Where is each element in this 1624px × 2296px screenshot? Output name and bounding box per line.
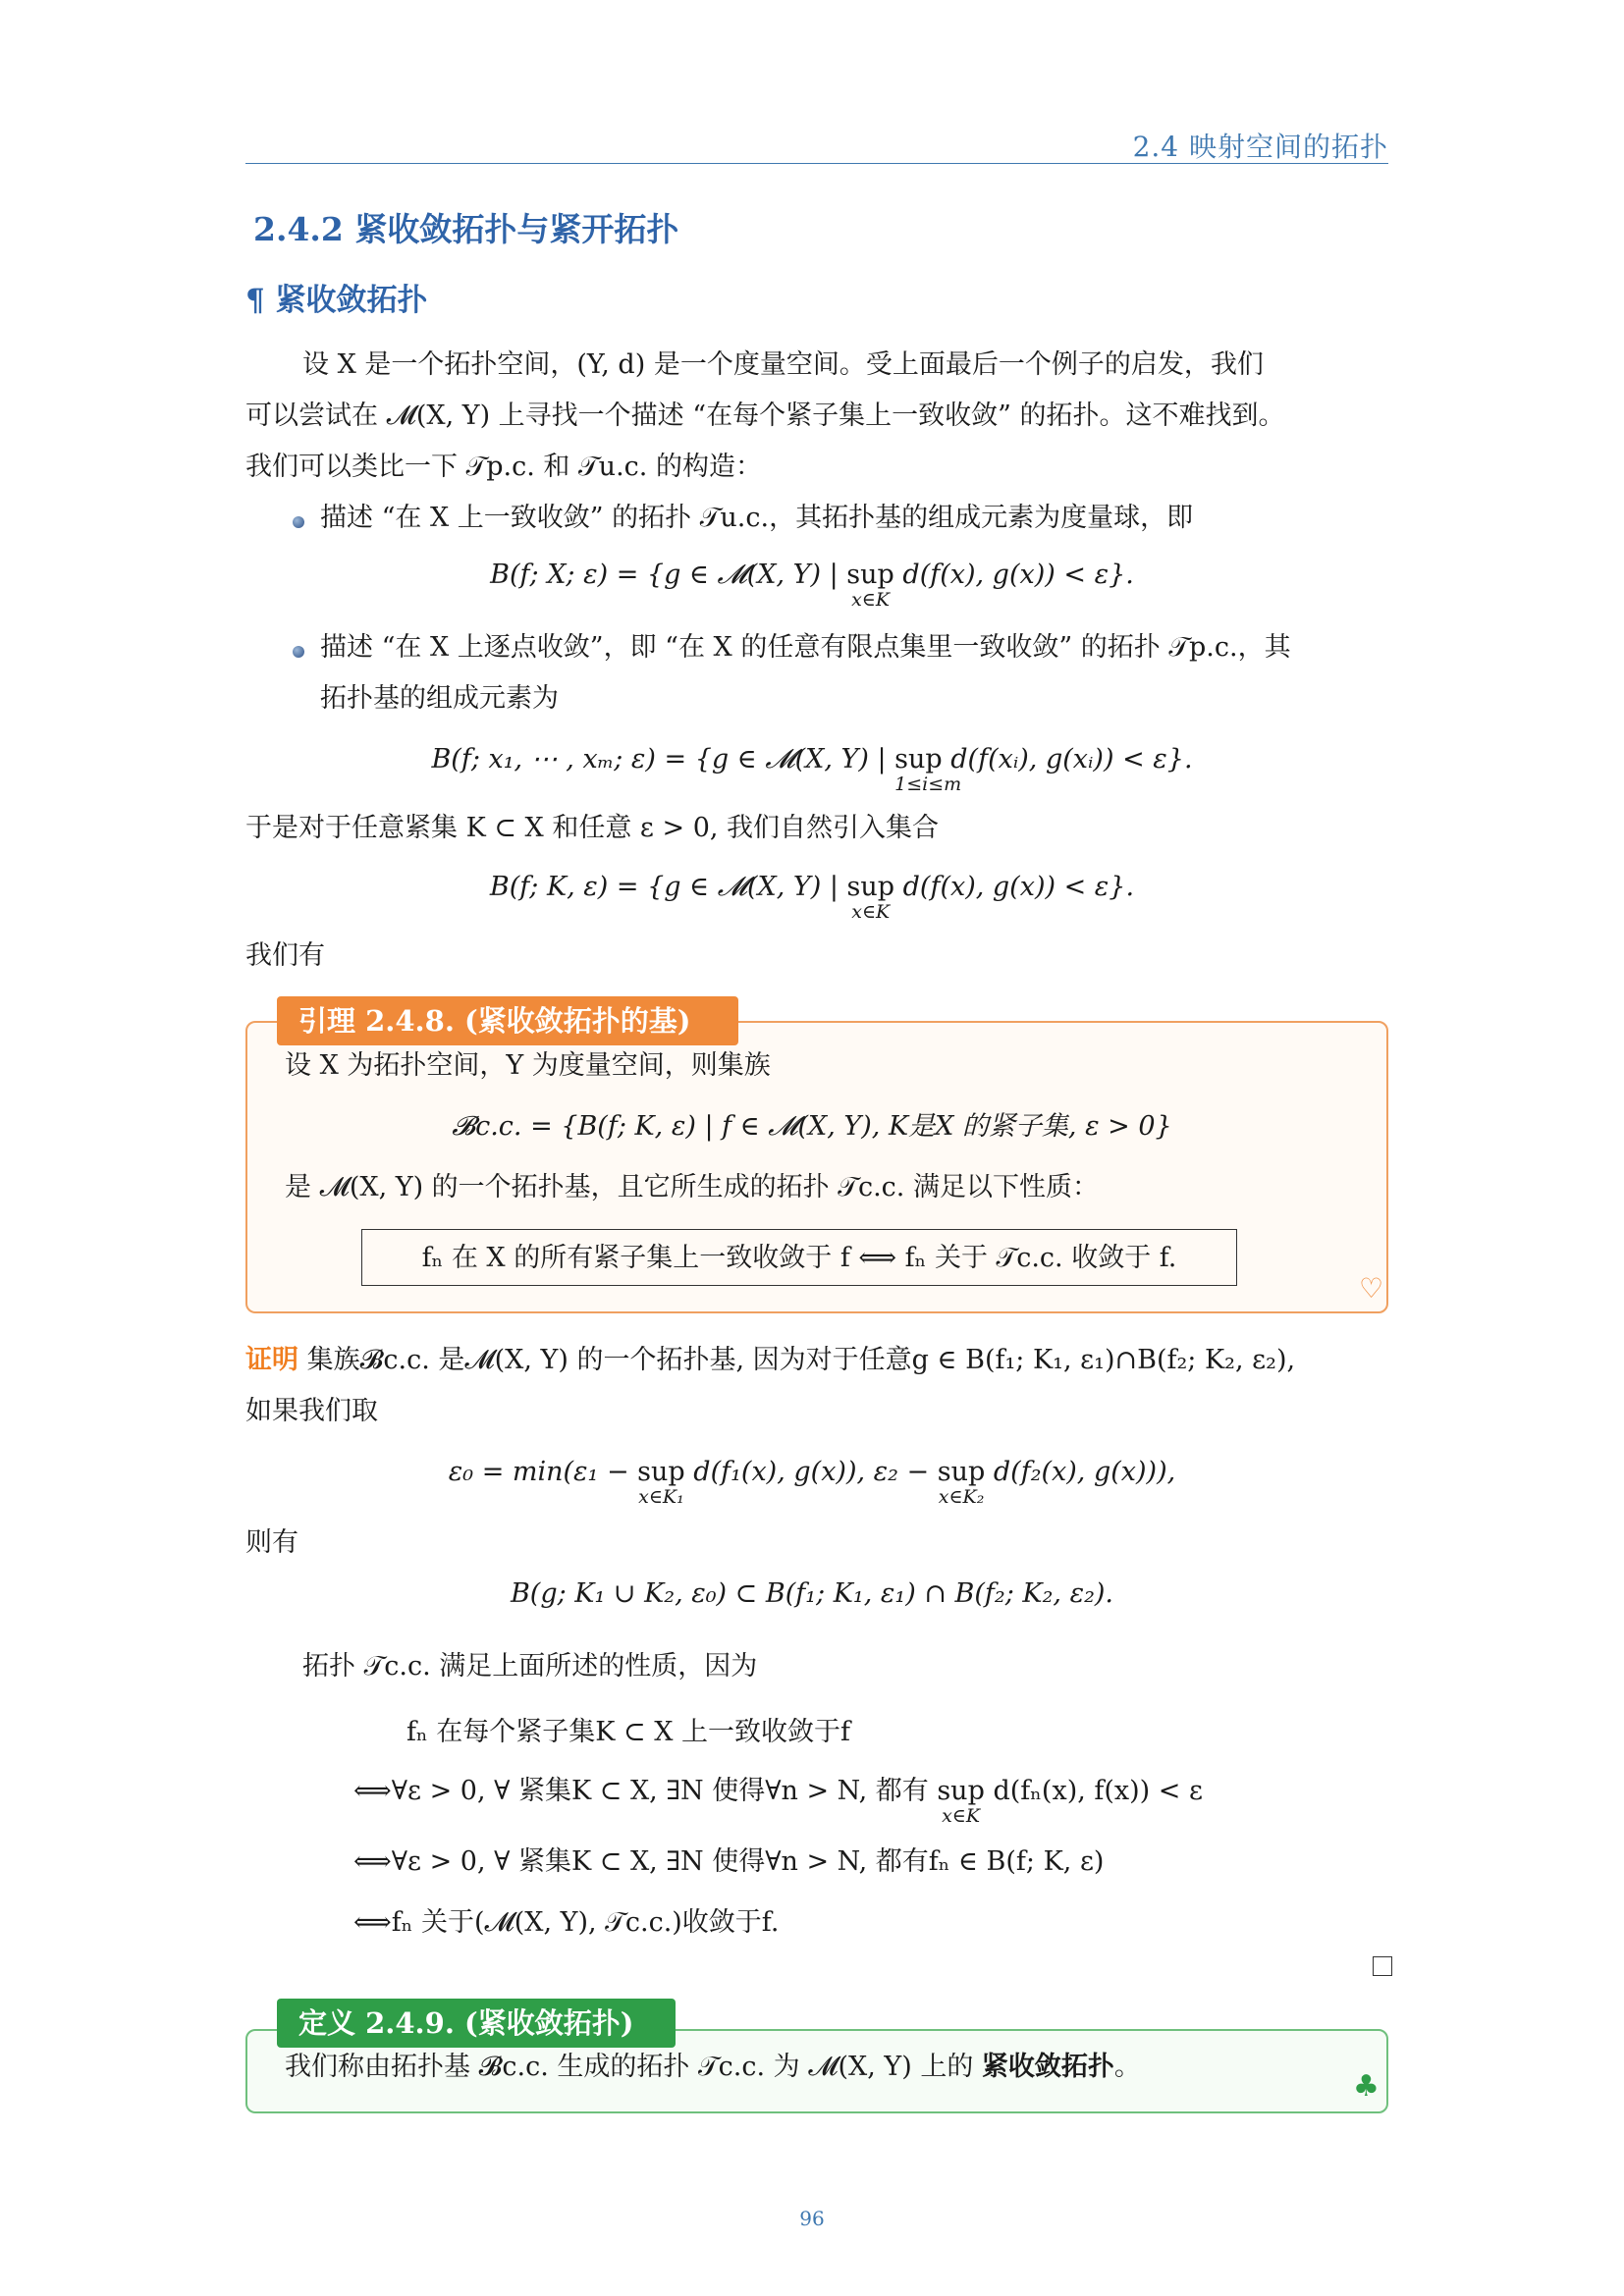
- lemma-line-1: 设 X 为拓扑空间，Y 为度量空间，则集族: [285, 1050, 771, 1081]
- bullet-marker: [293, 646, 304, 658]
- eq-part: B(f; X; ε) = {g ∈ 𝓜(X, Y) |: [490, 560, 847, 590]
- sup-subscript: x∈K: [942, 1805, 981, 1827]
- lemma-boxed-statement: fₙ 在 X 的所有紧子集上一致收敛于 f ⟺ fₙ 关于 𝒯c.c. 收敛于 f.: [361, 1229, 1237, 1286]
- proof-label: 证明: [245, 1345, 298, 1375]
- we-have-text: 我们有: [245, 940, 325, 971]
- sup-operator: [937, 1776, 985, 1827]
- definition-term: 紧收敛拓扑: [981, 2052, 1114, 2082]
- sup-label: sup: [637, 1457, 685, 1487]
- eq-part: B(f; K, ε) = {g ∈ 𝓜(X, Y) |: [489, 872, 847, 902]
- section-title: 2.4.2 紧收敛拓扑与紧开拓扑: [253, 210, 679, 248]
- sup-label: sup: [894, 744, 943, 774]
- sup-label: sup: [937, 1457, 986, 1487]
- eq-part: B(g; K₁ ∪ K₂, ε₀) ⊂ B(f₁; K₁, ε₁) ∩ B(f₂; K₂, ε₂).: [510, 1578, 1114, 1609]
- heart-icon: ♡: [1359, 1272, 1384, 1305]
- qed-icon: [1373, 1956, 1392, 1976]
- definition-text-part: 。: [1113, 2052, 1141, 2082]
- sup-operator: [937, 1457, 986, 1508]
- sup-label: sup: [846, 872, 895, 902]
- proof-line-3: 拓扑 𝒯c.c. 满足上面所述的性质，因为: [302, 1651, 758, 1682]
- sup-label: sup: [846, 560, 894, 590]
- sup-subscript: x∈K₁: [638, 1486, 684, 1508]
- header-rule: [245, 163, 1388, 164]
- sup-operator: [846, 872, 895, 923]
- club-icon: ♣: [1353, 2069, 1380, 2104]
- page-number: 96: [799, 2207, 825, 2230]
- definition-text: [285, 2052, 1141, 2083]
- eq-part: B(f; x₁, ⋯ , xₘ; ε) = {g ∈ 𝓜(X, Y) |: [431, 744, 895, 774]
- equivalence-step-4: ⟺fₙ 关于(𝓜(X, Y), 𝒯c.c.)收敛于f.: [353, 1907, 780, 1938]
- compact-ball-equation: [0, 872, 1624, 923]
- intro-line-1: 设 X 是一个拓扑空间，(Y, d) 是一个度量空间。受上面最后一个例子的启发，我们: [302, 349, 1264, 380]
- sup-operator: [846, 560, 894, 611]
- bullet-1-equation: [0, 560, 1624, 611]
- proof-line-1: [245, 1345, 1295, 1376]
- epsilon-zero-equation: [0, 1457, 1624, 1508]
- sup-operator: [637, 1457, 685, 1508]
- sup-operator: [894, 744, 962, 795]
- sup-subscript: x∈K: [851, 901, 891, 923]
- subsection-title: ¶ 紧收敛拓扑: [245, 283, 428, 318]
- eq-part: d(f(xᵢ), g(xᵢ)) < ε}.: [942, 744, 1193, 774]
- running-header: 2.4 映射空间的拓扑: [1132, 131, 1388, 163]
- proof-text: 集族𝓑c.c. 是𝓜(X, Y) 的一个拓扑基, 因为对于任意g ∈ B(f₁; K₁, ε₁)∩B(f₂; K₂, ε₂),: [306, 1345, 1296, 1375]
- definition-text-part: 我们称由拓扑基 𝓑c.c. 生成的拓扑 𝒯c.c. 为 𝓜(X, Y) 上的: [285, 2052, 982, 2082]
- bullet-2-text: 描述 “在 X 上逐点收敛”，即 “在 X 的任意有限点集里一致收敛” 的拓扑 𝒯p.c.，其: [320, 632, 1291, 663]
- intro-line-3: 我们可以类比一下 𝒯p.c. 和 𝒯u.c. 的构造：: [245, 452, 762, 482]
- lemma-equation: [0, 1111, 1624, 1143]
- equivalence-step-1: fₙ 在每个紧子集K ⊂ X 上一致收敛于f: [406, 1717, 851, 1747]
- equivalence-step-3: ⟺∀ε > 0, ∀ 紧集K ⊂ X, ∃N 使得∀n > N, 都有fₙ ∈ B(f; K, ε): [353, 1846, 1105, 1877]
- bullet-marker: [293, 516, 304, 528]
- sup-label: sup: [937, 1776, 985, 1806]
- proof-line-2: 如果我们取: [245, 1396, 378, 1426]
- intersection-equation: [0, 1578, 1624, 1610]
- sup-subscript: x∈K₂: [938, 1486, 985, 1508]
- bullet-1-text: 描述 “在 X 上一致收敛” 的拓扑 𝒯u.c.，其拓扑基的组成元素为度量球，即: [320, 503, 1194, 533]
- lemma-eq-text: 𝓑c.c. = {B(f; K, ε) | f ∈ 𝓜(X, Y), K是X 的紧子集, ε > 0}: [452, 1111, 1172, 1142]
- eq-part: ⟺∀ε > 0, ∀ 紧集K ⊂ X, ∃N 使得∀n > N, 都有: [353, 1776, 938, 1806]
- eq-part: d(f(x), g(x)) < ε}.: [893, 560, 1134, 590]
- sup-subscript: 1≤i≤m: [894, 774, 962, 795]
- equivalence-step-2: [353, 1769, 1203, 1827]
- bullet-2-equation: [0, 744, 1624, 795]
- definition-title: 定义 2.4.9. (紧收敛拓扑): [277, 1999, 676, 2048]
- eq-part: d(f₁(x), g(x)), ε₂ −: [684, 1457, 938, 1487]
- eq-part: ε₀ = min(ε₁ −: [448, 1457, 638, 1487]
- intro-line-2: 可以尝试在 𝓜(X, Y) 上寻找一个描述 “在每个紧子集上一致收敛” 的拓扑。这不难找到。: [245, 400, 1285, 431]
- eq-part: d(fₙ(x), f(x)) < ε: [984, 1776, 1203, 1806]
- eq-part: d(f(x), g(x)) < ε}.: [894, 872, 1135, 902]
- sup-subscript: x∈K: [851, 589, 891, 611]
- lemma-title: 引理 2.4.8. (紧收敛拓扑的基): [277, 996, 738, 1045]
- compact-set-line: 于是对于任意紧集 K ⊂ X 和任意 ε > 0, 我们自然引入集合: [245, 813, 940, 843]
- lemma-line-2: 是 𝓜(X, Y) 的一个拓扑基，且它所生成的拓扑 𝒯c.c. 满足以下性质：: [285, 1172, 1099, 1202]
- then-text: 则有: [245, 1527, 298, 1558]
- eq-part: d(f₂(x), g(x))),: [985, 1457, 1176, 1487]
- bullet-2-text-cont: 拓扑基的组成元素为: [320, 683, 559, 714]
